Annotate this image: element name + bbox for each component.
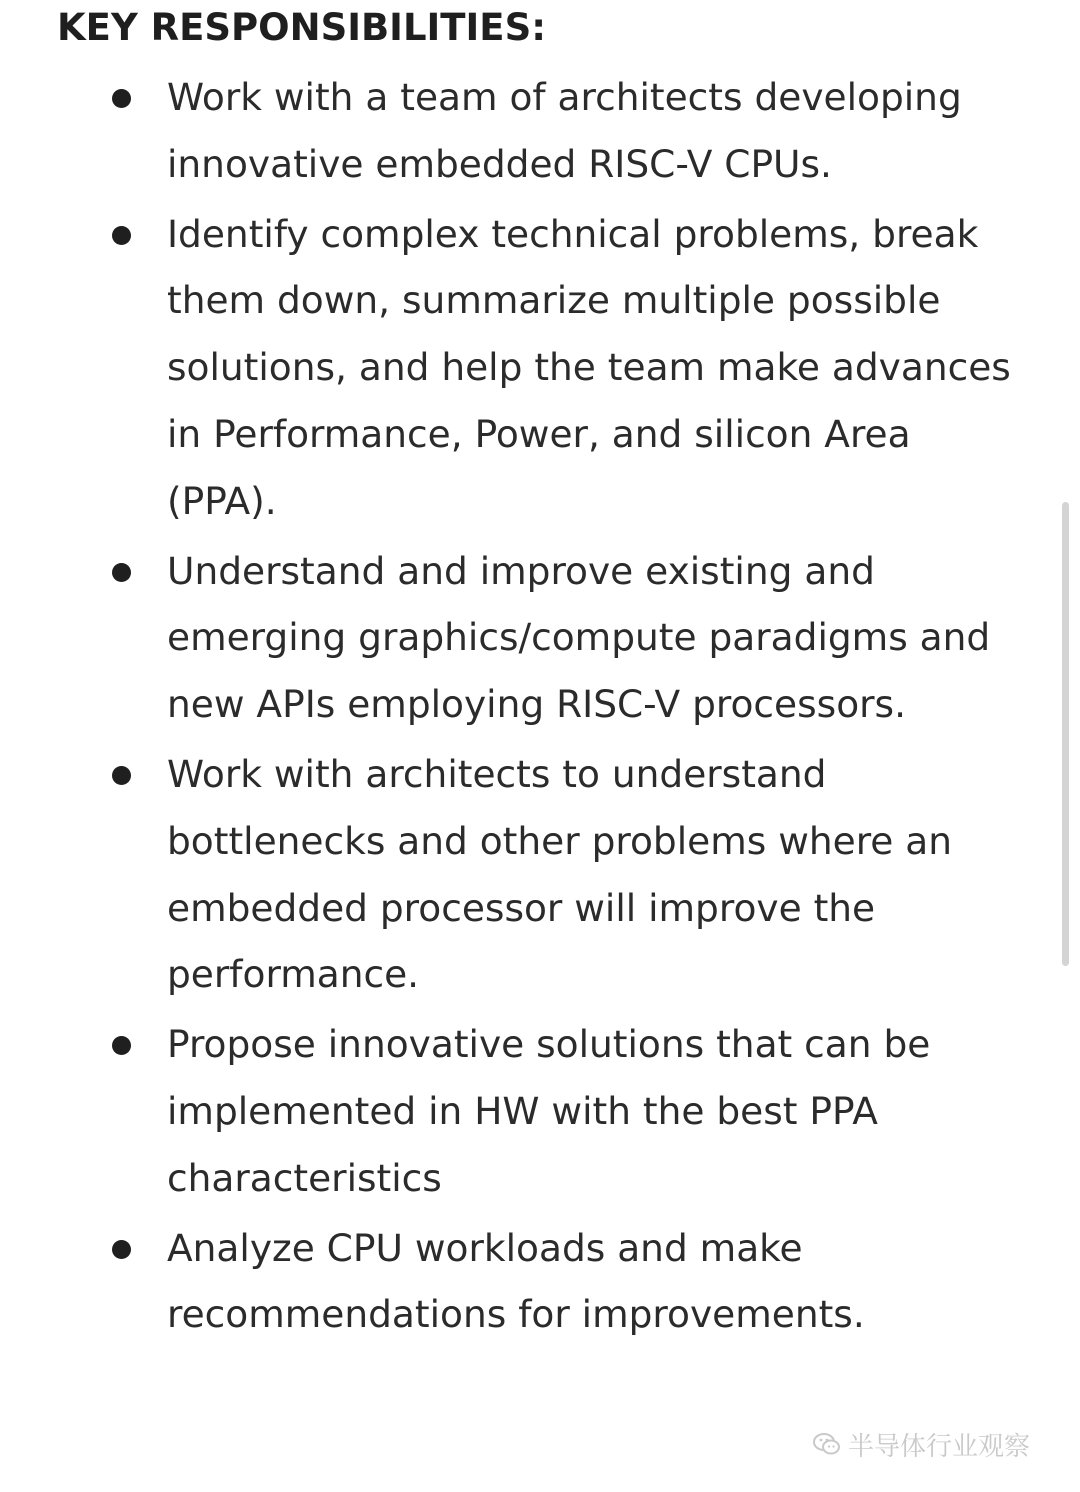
list-item-text: Analyze CPU workloads and make recommendations for improvements. (167, 1225, 865, 1337)
section-heading: KEY RESPONSIBILITIES: (57, 6, 547, 49)
bullet-icon (112, 1036, 131, 1055)
list-item-text: Work with a team of architects developing innovative embedded RISC-V CPUs. (167, 75, 962, 186)
list-item (0, 538, 1060, 738)
list-item-text: Propose innovative solutions that can be implemented in HW with the best PPA characteristics (167, 1022, 931, 1200)
list-item (0, 201, 1060, 535)
list-item (0, 64, 1060, 198)
watermark (812, 1424, 1030, 1464)
list-item-text: Work with architects to understand bottlenecks and other problems where an embedded processor will improve the performance. (167, 751, 953, 997)
bullet-icon (112, 1240, 131, 1259)
watermark-text: 半导体行业观察 (848, 1431, 1031, 1462)
bullet-icon (112, 89, 131, 108)
bullet-icon (112, 563, 131, 582)
list-item (0, 1011, 1060, 1211)
bullet-icon (112, 226, 131, 245)
list-item-text: Understand and improve existing and emerging graphics/compute paradigms and new APIs employing RISC-V processors. (167, 548, 991, 727)
list-item-text: Identify complex technical problems, break them down, summarize multiple possible solutions, and help the team make advances in Performance, Power, and silicon Area (PPA). (167, 211, 1011, 523)
scrollbar-thumb[interactable] (1062, 502, 1069, 966)
list-item (0, 1215, 1060, 1349)
list-item (0, 741, 1060, 1008)
bullet-icon (112, 766, 131, 785)
responsibilities-list (0, 64, 1060, 1351)
wechat-icon (812, 1431, 842, 1457)
